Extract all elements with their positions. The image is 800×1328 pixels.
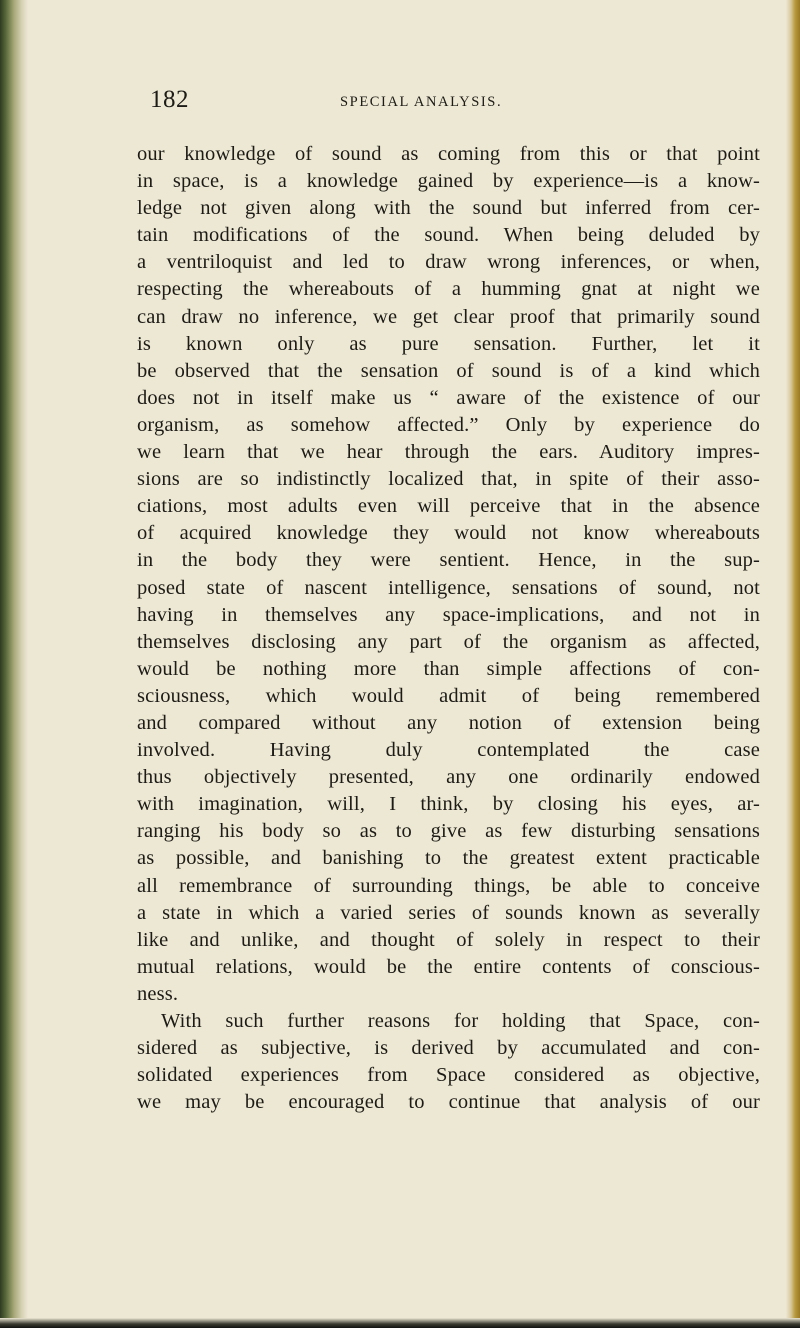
text-line: and compared without any notion of extension being xyxy=(137,711,760,734)
text-line: posed state of nascent intelligence, sensations of sound, not xyxy=(137,576,760,599)
text-line: we may be encouraged to continue that analysis of our xyxy=(137,1091,760,1114)
text-line: ciations, most adults even will perceive that in the absence xyxy=(137,495,760,518)
text-line: mutual relations, would be the entire contents of conscious- xyxy=(137,955,760,978)
page-number: 182 xyxy=(150,86,189,113)
book-gutter-shadow xyxy=(0,0,28,1328)
text-line: all remembrance of surrounding things, be able to conceive xyxy=(137,874,760,897)
running-title: SPECIAL ANALYSIS. xyxy=(340,94,503,110)
text-line: themselves disclosing any part of the organism as affected, xyxy=(137,630,760,653)
running-head xyxy=(150,86,790,120)
text-line: thus objectively presented, any one ordinarily endowed xyxy=(137,766,760,789)
page-edge-right xyxy=(786,0,800,1328)
text-line: respecting the whereabouts of a humming gnat at night we xyxy=(137,278,760,301)
text-line: our knowledge of sound as coming from this or that point xyxy=(137,143,760,165)
body-text xyxy=(137,141,760,1116)
text-line: tain modifications of the sound. When being deluded by xyxy=(137,224,760,247)
text-line: ness. xyxy=(137,982,179,1005)
text-line: a ventriloquist and led to draw wrong inferences, or when, xyxy=(137,251,760,274)
text-line: sciousness, which would admit of being remembered xyxy=(137,684,760,707)
text-line: ledge not given along with the sound but inferred from cer- xyxy=(137,197,760,220)
text-line: in space, is a knowledge gained by experience—is a know- xyxy=(137,170,760,193)
text-line: organism, as somehow affected.” Only by experience do xyxy=(137,413,760,436)
text-line: a state in which a varied series of sounds known as severally xyxy=(137,901,760,924)
text-line: in the body they were sentient. Hence, in the sup- xyxy=(137,549,760,572)
text-line: of acquired knowledge they would not know whereabouts xyxy=(137,522,760,545)
page-edge-bottom xyxy=(0,1318,800,1328)
text-line: solidated experiences from Space considered as objective, xyxy=(137,1064,760,1087)
text-line: sidered as subjective, is derived by accumulated and con- xyxy=(137,1037,760,1060)
text-line: With such further reasons for holding that Space, con- xyxy=(161,1010,760,1032)
text-line: sions are so indistinctly localized that, in spite of their asso- xyxy=(137,468,760,491)
text-line: having in themselves any space-implications, and not in xyxy=(137,603,760,626)
text-line: would be nothing more than simple affections of con- xyxy=(137,657,760,680)
text-line: involved. Having duly contemplated the case xyxy=(137,739,760,762)
text-line: ranging his body so as to give as few disturbing sensations xyxy=(137,820,760,843)
text-line: be observed that the sensation of sound is of a kind which xyxy=(137,359,760,382)
text-line: can draw no inference, we get clear proof that primarily sound xyxy=(137,305,760,328)
text-line: does not in itself make us “ aware of the existence of our xyxy=(137,386,760,409)
text-line: as possible, and banishing to the greatest extent practicable xyxy=(137,847,760,870)
text-line: is known only as pure sensation. Further, let it xyxy=(137,332,760,355)
text-line: we learn that we hear through the ears. Auditory impres- xyxy=(137,441,760,464)
text-line: with imagination, will, I think, by closing his eyes, ar- xyxy=(137,793,760,816)
text-line: like and unlike, and thought of solely in respect to their xyxy=(137,928,760,951)
